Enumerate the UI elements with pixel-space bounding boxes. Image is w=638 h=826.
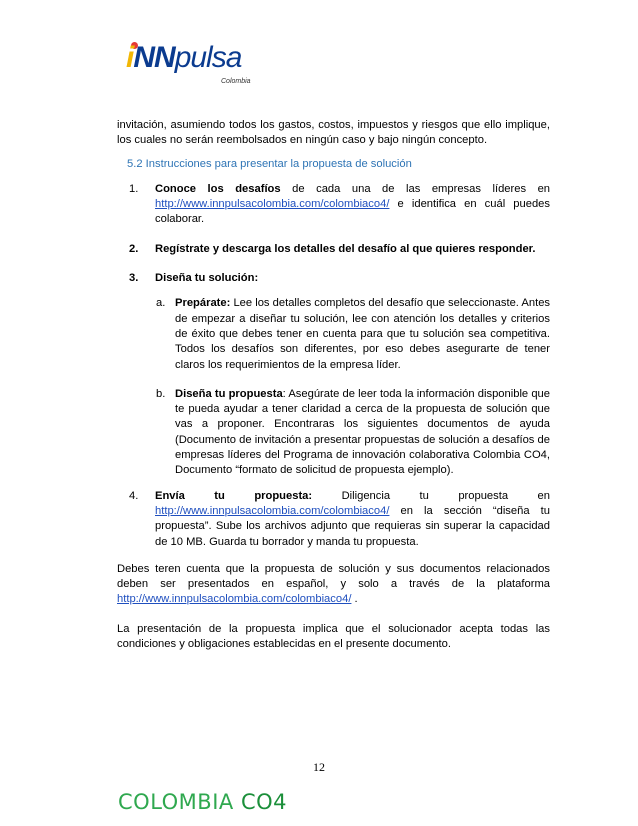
list-item xyxy=(117,489,550,550)
substep-title: Diseña tu propuesta xyxy=(175,387,283,400)
page-number: 12 xyxy=(313,760,325,774)
step-text: de cada una de las empresas líderes en xyxy=(280,182,551,195)
closing-paragraph-2: La presentación de la propuesta implica que el solucionador acepta todas las condiciones y obligaciones establecidas en el presente documento. xyxy=(117,622,550,651)
footer-brand-b: CO4 xyxy=(240,790,288,814)
steps-list-continued xyxy=(117,489,550,550)
list-item xyxy=(117,182,550,228)
footer-brand-a: COLOMBIA xyxy=(118,790,234,814)
step-number: 1. xyxy=(129,182,139,195)
step-text: e identifica en cuál puedes colaborar. xyxy=(155,198,550,226)
substep-text: : Asegúrate de leer toda la información disponible que te pueda ayudar a tener claridad a cerca de la propuesta de solución que vas a proponer. Encontraras los siguientes documentos de ayuda (Documento de invitación a presentar propuestas de solución a desafíos de empresas líderes del Programa de innovación colaborativa Colombia CO4, Documento “formato de solicitud de propuesta ejemplo). xyxy=(175,387,550,477)
step-link[interactable]: http://www.innpulsacolombia.com/colombiaco4/ xyxy=(155,198,390,211)
substep-letter: a. xyxy=(156,297,166,310)
step-title: Conoce los desafíos xyxy=(155,182,281,195)
steps-list xyxy=(117,182,550,286)
logo-i: i xyxy=(126,41,134,74)
list-item xyxy=(117,242,550,257)
closing-text: Debes teren cuenta que la propuesta de solución y sus documentos relacionados deben ser presentados en español, y solo a través de la plataforma xyxy=(117,562,550,591)
substeps-list xyxy=(117,296,550,478)
substep-title: Prepárate: xyxy=(175,297,231,310)
logo-pulsa: pulsa xyxy=(174,41,242,74)
step-text: en la sección “diseña tu propuesta”. Sube los archivos adjunto que requieras sin superar la capacidad de 10 MB. Guarda tu borrador y manda tu propuesta. xyxy=(155,504,550,548)
closing-link[interactable]: http://www.innpulsacolombia.com/colombiaco4/ xyxy=(117,593,352,606)
section-heading: 5.2 Instrucciones para presentar la propuesta de solución xyxy=(127,157,412,170)
step-text: Diligencia tu propuesta en xyxy=(312,489,550,502)
intro-paragraph: invitación, asumiendo todos los gastos, costos, impuestos y riesgos que ello implique, los cuales no serán reembolsados en ningún caso y bajo ningún concepto. xyxy=(117,119,550,147)
step-title: Regístrate y descarga los detalles del desafío al que quieres responder. xyxy=(155,242,536,255)
step-title: Diseña tu solución: xyxy=(155,272,259,285)
step-title: Envía tu propuesta: xyxy=(155,489,313,502)
step-number: 2. xyxy=(129,242,139,255)
document-body xyxy=(117,118,550,652)
list-item xyxy=(117,296,550,372)
closing-text: . xyxy=(351,593,358,606)
innpulsa-logo xyxy=(126,38,266,96)
substep-text: Lee los detalles completos del desafío que seleccionaste. Antes de empezar a diseñar tu solución, lee con atención los detalles y criterios de éxito que debes tener en cuenta para que tu solución sea competitiva. Todos los desafíos son diferentes, por eso debes asegurarte de tener claros los requerimientos de la empresa líder. xyxy=(175,297,551,371)
list-item xyxy=(117,271,550,286)
logo-subtitle: Colombia xyxy=(221,78,251,85)
colombia-co4-logo xyxy=(118,790,287,814)
substep-letter: b. xyxy=(156,387,166,400)
logo-nn: NN xyxy=(133,41,175,74)
list-item xyxy=(117,387,550,479)
step-link[interactable]: http://www.innpulsacolombia.com/colombiaco4/ xyxy=(155,504,390,517)
step-number: 3. xyxy=(129,272,139,285)
step-number: 4. xyxy=(129,489,139,502)
closing-paragraph-1 xyxy=(117,562,550,608)
